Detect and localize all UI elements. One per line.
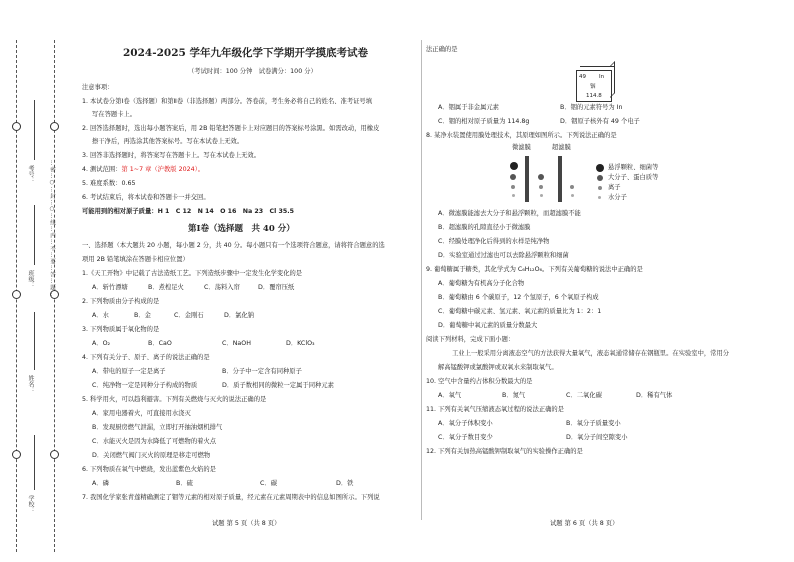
binding-margin <box>8 40 63 552</box>
legend-swatch-medium <box>597 175 603 181</box>
legend-label: 悬浮颗粒、细菌等 <box>608 164 659 171</box>
option: D．稀有气体 <box>636 392 673 399</box>
question-text: 10. 空气中含量约占体积分数最大的是 <box>426 378 533 385</box>
option: D．葡萄糖中氧元素的质量分数最大 <box>438 322 538 329</box>
page-footer: 试题 第 6 页（共 8 页） <box>550 520 619 527</box>
micro-membrane <box>525 156 529 202</box>
option: D．关闭燃气阀门灭火的原理是移走可燃物 <box>92 452 211 459</box>
particle-water <box>571 194 574 197</box>
notice-item: 5. 难度系数：0.65 <box>82 180 136 187</box>
element-card <box>576 70 612 102</box>
exam-title: 2024-2025 学年九年级化学下学期开学摸底考试卷 <box>123 47 368 59</box>
option: D．氧分子间空隙变小 <box>566 434 628 441</box>
option: C．葡萄糖中碳元素、氢元素、氧元素的质量比为 1：2：1 <box>438 308 602 315</box>
option: C．铟的相对原子质量为 114.8g <box>438 118 530 125</box>
micro-membrane-label: 微滤膜 <box>512 144 531 151</box>
option: B．分子中一定含有同种原子 <box>222 368 302 375</box>
option: D．质子数相同的微粒一定属于同种元素 <box>222 382 334 389</box>
element-card-top <box>580 66 614 71</box>
option: A．O₂ <box>92 340 111 347</box>
section-title: 第Ⅰ卷（选择题 共 40 分） <box>188 224 295 234</box>
field-name-line <box>34 312 35 370</box>
option: A．微滤膜能滤去大分子和悬浮颗粒，而超滤膜不能 <box>438 210 581 217</box>
question-text: 11. 下列有关氧气压缩液态氧过程的说法正确的是 <box>426 406 564 413</box>
legend-swatch-ion <box>598 186 602 190</box>
option: A．氧气 <box>438 392 462 399</box>
option: B．煮楻足火 <box>148 284 184 291</box>
question-text: 5. 科学用火，可以趋利避害。下列有关燃烧与灭火的说法正确的是 <box>82 396 267 403</box>
particle-ion <box>511 185 515 189</box>
particle-medium <box>510 174 516 180</box>
field-name: 姓名： <box>27 375 34 393</box>
option: C．水能灭火是因为水降低了可燃物的着火点 <box>92 438 217 445</box>
legend-swatch-water <box>598 196 601 199</box>
option: B．超滤膜的孔隙直径小于微滤膜 <box>438 224 531 231</box>
option: A．葡萄糖为有机高分子化合物 <box>438 280 525 287</box>
option: A．斩竹漂塘 <box>92 284 128 291</box>
notice-scope-label: 4. 测试范围： <box>82 166 122 173</box>
question-text: 12. 下列有关加热高锰酸钾制取氧气的实验操作正确的是 <box>426 448 583 455</box>
question-text: 9. 葡萄糖属于糖类，其化学式为 C₆H₁₂O₆。下列有关葡萄糖的说法中正确的是 <box>426 266 643 273</box>
exam-subtitle: （考试时间：100 分钟 试卷满分：100 分） <box>188 68 317 75</box>
option: D．覆帘压纸 <box>258 284 295 291</box>
question-text: 1.《天工开物》中记载了古法造纸工艺。下列造纸步骤中一定发生化学变化的是 <box>82 270 303 277</box>
question-text: 7. 我国化学家张青莲精确测定了铟等元素的相对原子质量，经元素在元素周期表中的信息如图所示。下列说 <box>82 494 380 501</box>
option: A．磷 <box>92 480 109 487</box>
binding-circle <box>12 122 21 131</box>
option: A．家用电器着火，可直接用水浇灭 <box>92 410 191 417</box>
option: C．二氧化碳 <box>566 392 602 399</box>
question-text: 3. 下列物质属于氧化物的是 <box>82 326 160 333</box>
element-symbol: In <box>599 74 605 80</box>
element-number: 49 <box>579 74 586 80</box>
notice-item: 3. 回答非选择题时，将答案写在答题卡上。写在本试卷上无效。 <box>82 152 261 159</box>
particle-water <box>540 194 543 197</box>
option: B．葡萄糖由 6 个碳原子，12 个氢原子，6 个氧原子构成 <box>438 294 599 301</box>
option: C．NaOH <box>222 340 251 347</box>
notice-label: 注意事项： <box>82 84 114 91</box>
field-exam-id: 考号： <box>27 165 34 183</box>
ultra-membrane <box>558 156 562 202</box>
notice-item: 2. 回答选择题时，选出每小题答案后，用 2B 铅笔把答题卡上对应题目的答案标号涂黑。如需改动，用橡皮 <box>82 125 380 132</box>
option: C．纯净物一定是同种分子构成的物质 <box>92 382 198 389</box>
binding-circle <box>50 122 59 131</box>
binding-warning: …密…○…封…○…线…内…不…要…答…题… <box>49 160 55 298</box>
option: A．带电的原子一定是离子 <box>92 368 166 375</box>
section-instruction: 一、选择题（本大题共 20 小题，每小题 2 分，共 40 分。每小题只有一个选项符合题意，请将符合题意的选 <box>82 242 385 249</box>
field-class: 班级： <box>27 270 34 288</box>
legend-swatch-large <box>596 164 604 172</box>
reading-passage: 工业上一般采用分离液态空气的方法获得大量氧气，液态氧通常储存在钢瓶里。在实验室中，常用分 <box>452 350 730 357</box>
option: C．碳 <box>260 480 277 487</box>
option: A．氧分子体积变小 <box>438 420 493 427</box>
particle-ion <box>539 185 543 189</box>
question-text: 4. 下列有关分子、原子、离子的说法正确的是 <box>82 354 210 361</box>
option: B．金 <box>134 312 151 319</box>
notice-item <box>82 166 204 174</box>
field-school: 学校： <box>27 495 34 513</box>
option: D．KClO₃ <box>286 340 315 347</box>
notice-item: 6. 考试结束后，将本试卷和答题卡一并交回。 <box>82 194 210 201</box>
notice-item: 1. 本试卷分第Ⅰ卷（选择题）和第Ⅱ卷（非选择题）两部分。答卷前，考生务必将自己的姓名、准考证号填 <box>82 98 373 105</box>
question-text: 6. 下列物质在氧气中燃烧，发出蓝紫色火焰的是 <box>82 466 216 473</box>
notice-item: 擦干净后，再选涂其他答案标号。写在本试卷上无效。 <box>92 138 244 145</box>
binding-circle <box>12 290 21 299</box>
question-continuation: 法正确的是 <box>426 46 458 53</box>
option: C．荡料入帘 <box>204 284 240 291</box>
option: C．经膜处理净化后得到的水样是纯净物 <box>438 238 550 245</box>
legend-label: 离子 <box>608 184 621 191</box>
atomic-mass-line: 可能用到的相对原子质量：H 1 C 12 N 14 O 16 Na 23 Cl 35.5 <box>82 208 294 215</box>
question-text: 8. 某净水装置使用膜处理技术，其原理如图所示。下列说法正确的是 <box>426 132 617 139</box>
field-school-line <box>34 435 35 490</box>
reading-passage: 解高锰酸钾或氯酸钾或双氧水来制取氧气。 <box>438 364 558 371</box>
option: B．CaO <box>148 340 172 347</box>
option: A．铟属于非金属元素 <box>438 104 499 111</box>
binding-circle <box>50 450 59 459</box>
page-footer: 试题 第 5 页（共 8 页） <box>212 520 281 527</box>
option: A．水 <box>92 312 109 319</box>
option: D．铟原子核外有 49 个电子 <box>560 118 640 125</box>
page-divider <box>421 40 422 520</box>
particle-large <box>510 162 518 170</box>
field-class-line <box>34 205 35 265</box>
option: B．铟的元素符号为 In <box>560 104 623 111</box>
legend-label: 大分子、蛋白质等 <box>608 174 659 181</box>
option: B．硫 <box>176 480 193 487</box>
option: D．实验室通过过滤也可以去除悬浮颗粒和细菌 <box>438 252 569 259</box>
field-exam-id-line <box>34 100 35 160</box>
reading-prompt: 阅读下列材料，完成下面小题： <box>426 336 515 343</box>
particle-ion <box>570 185 574 189</box>
element-mass: 114.8 <box>586 93 602 99</box>
legend-label: 水分子 <box>608 194 627 201</box>
particle-water <box>512 194 515 197</box>
membrane-diagram <box>500 144 690 206</box>
option: D．铁 <box>336 480 354 487</box>
notice-scope-value: 第 1~7 章（沪教版 2024）。 <box>121 166 205 173</box>
option: B．发现厨房燃气泄漏，立即打开抽油烟机排气 <box>92 424 223 431</box>
option: D．氯化钠 <box>224 312 255 319</box>
ultra-membrane-label: 超滤膜 <box>552 144 571 151</box>
particle-medium <box>538 174 544 180</box>
binding-circle <box>12 450 21 459</box>
notice-item: 写在答题卡上。 <box>92 111 137 118</box>
option: C．氧分子数目变少 <box>438 434 493 441</box>
option: C．金刚石 <box>174 312 204 319</box>
option: B．氮气 <box>502 392 526 399</box>
option: B．氧分子质量变小 <box>566 420 621 427</box>
element-name: 铟 <box>590 84 596 90</box>
question-text: 2. 下列物质由分子构成的是 <box>82 298 160 305</box>
section-instruction: 项用 2B 铅笔填涂在答题卡相应位置） <box>82 256 189 263</box>
